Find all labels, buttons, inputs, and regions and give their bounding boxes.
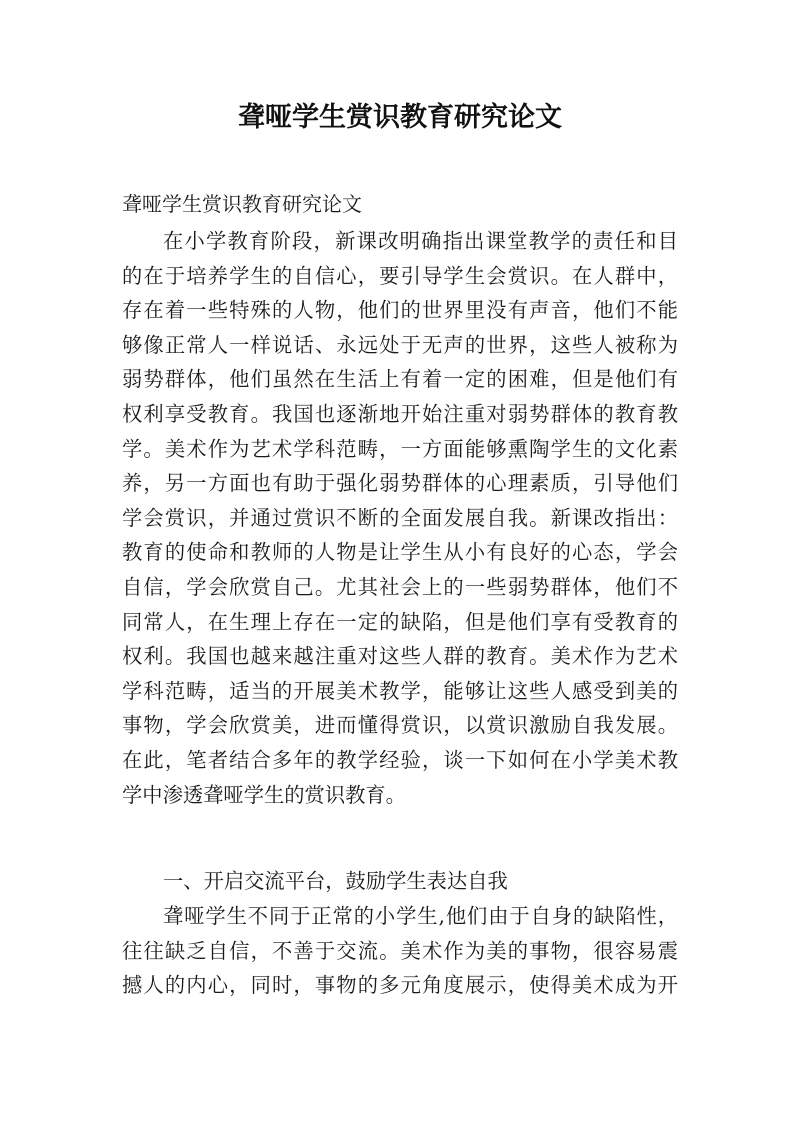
paragraph-line: 权利。我国也越来越注重对这些人群的教育。美术作为艺术: [122, 644, 678, 669]
paragraph-line: 事物，学会欣赏美，进而懂得赏识，以赏识激励自我发展。: [122, 713, 678, 738]
paragraph-line: 权利享受教育。我国也逐渐地开始注重对弱势群体的教育教: [122, 401, 678, 426]
paragraph-line: 在小学教育阶段，新课改明确指出课堂教学的责任和目: [163, 229, 678, 253]
paragraph-line: 同常人，在生理上存在一定的缺陷，但是他们享有受教育的: [122, 609, 678, 634]
paragraph-line: 撼人的内心，同时，事物的多元角度展示，使得美术成为开: [122, 973, 678, 998]
paragraph-line: 学。美术作为艺术学科范畴，一方面能够熏陶学生的文化素: [122, 436, 678, 461]
paragraph-line: 的在于培养学生的自信心，要引导学生会赏识。在人群中，: [122, 263, 678, 288]
section-heading: [122, 864, 678, 899]
paragraph-line: 存在着一些特殊的人物，他们的世界里没有声音，他们不能: [122, 298, 678, 323]
paragraph-line: 在此，笔者结合多年的教学经验，谈一下如何在小学美术教: [122, 747, 678, 772]
paragraph-line: 学中渗透聋哑学生的赏识教育。: [122, 782, 406, 807]
document-subtitle: 聋哑学生赏识教育研究论文: [122, 192, 362, 216]
paragraph-line: 自信，学会欣赏自己。尤其社会上的一些弱势群体，他们不: [122, 574, 678, 599]
paragraph-line: 教育的使命和教师的人物是让学生从小有良好的心态，学会: [122, 540, 678, 565]
paragraph-intro: [122, 224, 678, 812]
document-title: 聋哑学生赏识教育研究论文: [238, 102, 562, 133]
paragraph-line: 聋哑学生不同于正常的小学生,他们由于自身的缺陷性，: [163, 904, 678, 928]
paragraph-section-1: [122, 899, 678, 1003]
section-heading-text: 一、开启交流平台，鼓励学生表达自我: [163, 869, 508, 893]
paragraph-line: 学科范畴，适当的开展美术教学，能够让这些人感受到美的: [122, 678, 678, 703]
paragraph-line: 学会赏识，并通过赏识不断的全面发展自我。新课改指出：: [122, 505, 678, 530]
paragraph-line: 养，另一方面也有助于强化弱势群体的心理素质，引导他们: [122, 471, 678, 496]
paragraph-line: 弱势群体，他们虽然在生活上有着一定的困难，但是他们有: [122, 367, 678, 392]
paragraph-line: 往往缺乏自信，不善于交流。美术作为美的事物，很容易震: [122, 938, 678, 963]
paragraph-line: 够像正常人一样说话、永远处于无声的世界，这些人被称为: [122, 332, 678, 357]
